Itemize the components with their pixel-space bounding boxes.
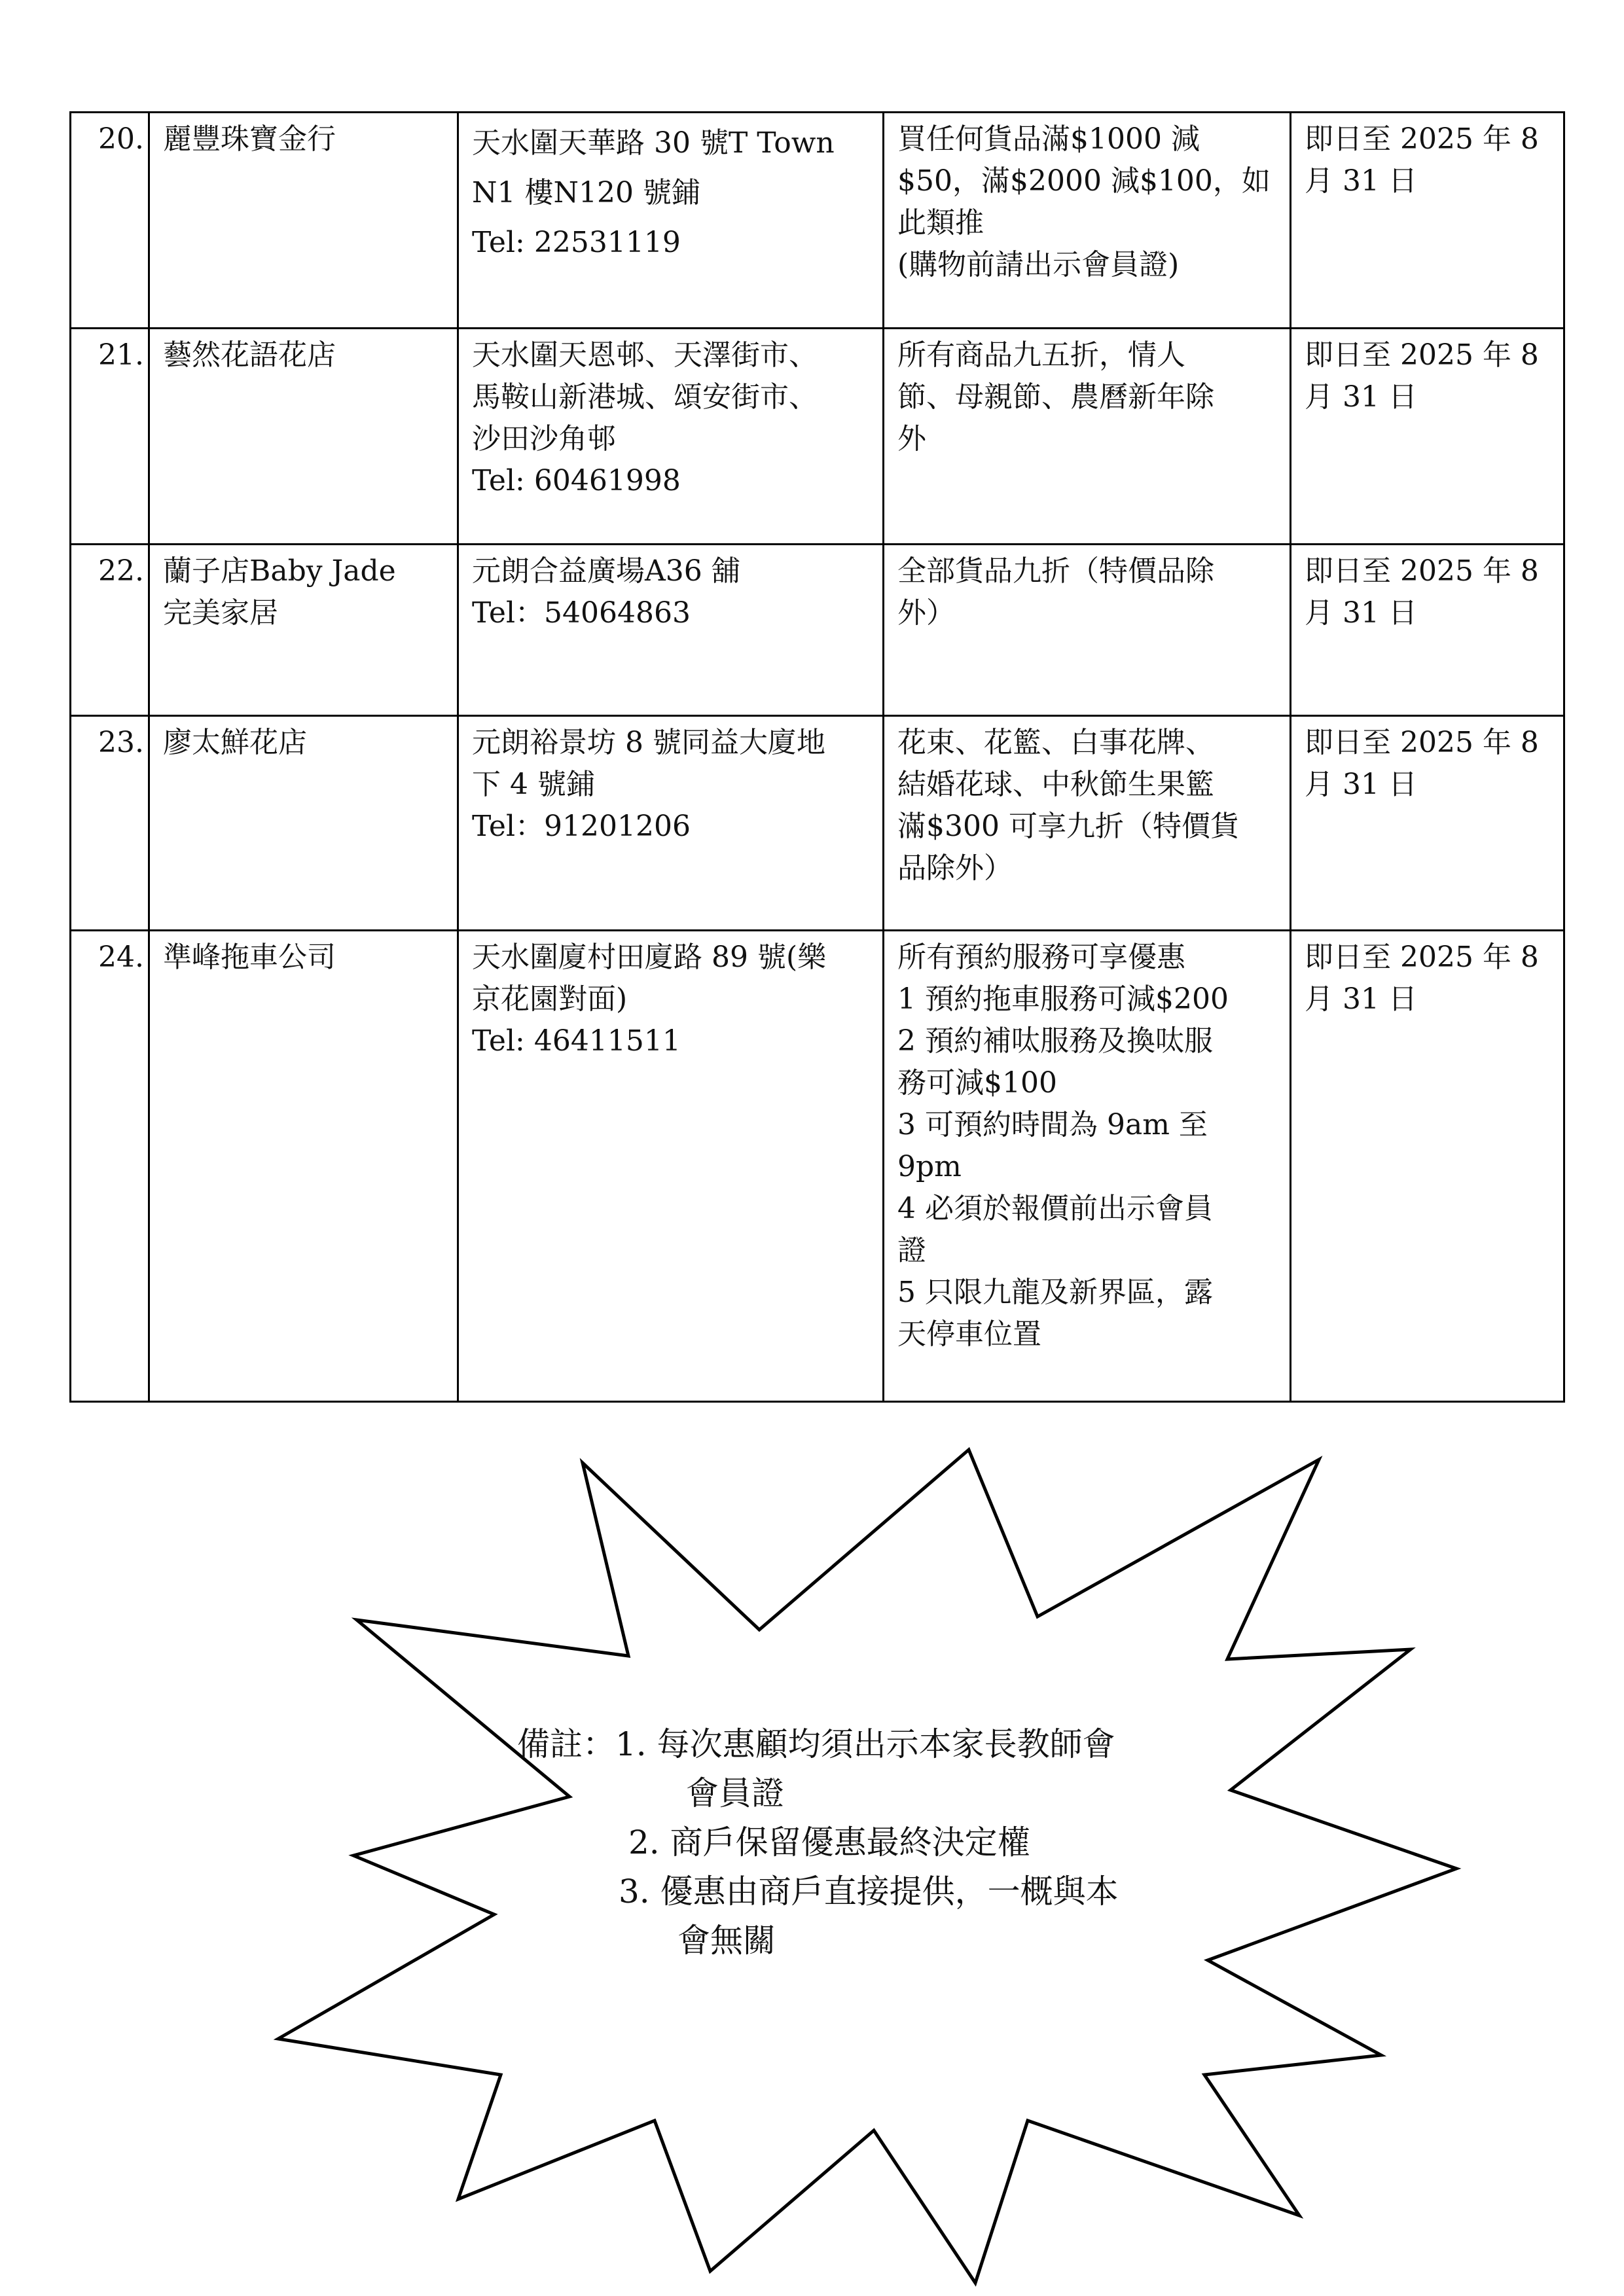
shop-address: 天水圍廈村田廈路 89 號(樂 京花園對面) Tel: 46411511 <box>458 931 884 1402</box>
offer-details: 全部貨品九折（特價品除 外） <box>884 545 1291 716</box>
shop-name: 準峰拖車公司 <box>149 931 458 1402</box>
offer-period: 即日至 2025 年 8 月 31 日 <box>1291 329 1564 545</box>
shop-address: 元朗裕景坊 8 號同益大廈地 下 4 號鋪 Tel：91201206 <box>458 716 884 931</box>
row-number: 23. <box>71 716 149 931</box>
shop-name: 藝然花語花店 <box>149 329 458 545</box>
offer-details: 花束、花籃、白事花牌、 結婚花球、中秋節生果籃 滿$300 可享九折（特價貨 品除外） <box>884 716 1291 931</box>
remark-line-3: 3. 優惠由商戶直接提供，一概與本 <box>619 1873 1119 1910</box>
remark-line-3-cont: 會無關 <box>677 1922 776 1960</box>
row-number: 22. <box>71 545 149 716</box>
shop-address: 元朗合益廣場A36 舖 Tel：54064863 <box>458 545 884 716</box>
row-number: 21. <box>71 329 149 545</box>
shop-name: 蘭子店Baby Jade 完美家居 <box>149 545 458 716</box>
shop-name: 廖太鮮花店 <box>149 716 458 931</box>
remark-line-1-cont: 會員證 <box>686 1774 784 1812</box>
remarks-note <box>517 1720 1303 1965</box>
shop-name: 麗豐珠寶金行 <box>149 113 458 329</box>
offer-period: 即日至 2025 年 8 月 31 日 <box>1291 716 1564 931</box>
row-number: 24. <box>71 931 149 1402</box>
row-number: 20. <box>71 113 149 329</box>
remark-line-1: 備註：1. 每次惠顧均須出示本家長教師會 <box>517 1725 1115 1763</box>
offer-details: 所有預約服務可享優惠 1 預約拖車服務可減$200 2 預約補呔服務及換呔服 務可減$100 3 可預約時間為 9am 至 9pm 4 必須於報價前出示會員 證 5 只限九龍及新界區，露 天停車位置 <box>884 931 1291 1402</box>
shop-address: 天水圍天華路 30 號T Town N1 樓N120 號鋪 Tel: 22531119 <box>458 113 884 329</box>
offer-details: 所有商品九五折，情人 節、母親節、農曆新年除 外 <box>884 329 1291 545</box>
offer-details: 買任何貨品滿$1000 減 $50，滿$2000 減$100，如 此類推 (購物前請出示會員證) <box>884 113 1291 329</box>
shop-address: 天水圍天恩邨、天澤街市、 馬鞍山新港城、頌安街市、 沙田沙角邨 Tel: 60461998 <box>458 329 884 545</box>
offer-period: 即日至 2025 年 8 月 31 日 <box>1291 545 1564 716</box>
offer-period: 即日至 2025 年 8 月 31 日 <box>1291 931 1564 1402</box>
offer-period: 即日至 2025 年 8 月 31 日 <box>1291 113 1564 329</box>
remark-line-2: 2. 商戶保留優惠最終決定權 <box>628 1823 1030 1861</box>
